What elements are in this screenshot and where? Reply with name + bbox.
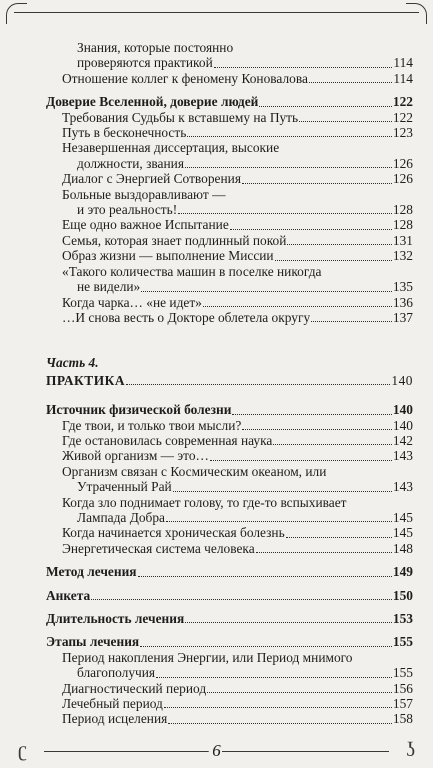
toc-entry[interactable] — [46, 40, 413, 55]
toc-entry[interactable] — [46, 479, 413, 494]
toc-entry[interactable] — [46, 202, 413, 217]
toc-entry-title: Диалог с Энергией Сотворения — [62, 171, 241, 187]
toc-entry-title: Еще одно важное Испытание — [62, 217, 229, 233]
toc-entry-title: Лечебный период — [62, 696, 163, 712]
toc-page-number: 140 — [392, 402, 413, 418]
dot-leader — [178, 212, 392, 214]
toc-page-number: 158 — [392, 711, 413, 727]
dot-leader — [232, 413, 391, 415]
toc-entry[interactable] — [46, 279, 413, 294]
dot-leader — [91, 598, 392, 600]
toc-entry-title: Когда чарка… «не идет» — [62, 294, 202, 310]
toc-entry-title: Период исцеления — [62, 711, 168, 727]
spacer — [46, 86, 413, 94]
toc-page-number: 157 — [392, 696, 413, 712]
dot-leader — [203, 305, 392, 307]
toc-entry[interactable] — [46, 464, 413, 479]
toc-entry-title: Анкета — [46, 587, 91, 603]
dot-leader — [164, 706, 392, 708]
toc-page-number: 122 — [392, 94, 413, 110]
toc-entry[interactable] — [46, 55, 413, 70]
toc-page-number: 123 — [392, 125, 413, 141]
toc-entry-title: не видели» — [77, 279, 141, 295]
toc-page-number: 150 — [392, 587, 413, 603]
toc-entry-title: Лампада Добра — [77, 509, 165, 525]
toc-entry-title: Источник физической болезни — [46, 402, 232, 418]
spacer — [46, 603, 413, 611]
toc-entry-title: благополучия — [77, 665, 156, 681]
toc-entry[interactable] — [46, 140, 413, 155]
toc-page-number: 143 — [392, 479, 413, 495]
toc-entry[interactable] — [46, 495, 413, 510]
toc-page-number: 122 — [392, 109, 413, 125]
table-of-contents — [46, 40, 413, 727]
toc-entry-title: Этапы лечения — [46, 634, 140, 650]
toc-page-number: 145 — [392, 525, 413, 541]
toc-entry[interactable] — [46, 588, 413, 603]
toc-entry-title: Образ жизни — выполнение Миссии — [62, 248, 274, 264]
toc-page-number: 142 — [392, 432, 413, 448]
toc-page-number: 148 — [392, 540, 413, 556]
toc-entry-title: Диагностический период — [62, 680, 207, 696]
toc-entry-title: Больные выздоравливают — — [62, 186, 226, 202]
toc-entry[interactable] — [46, 611, 413, 626]
left-curl-ornament: ʗ — [18, 739, 27, 761]
toc-entry[interactable] — [46, 248, 413, 263]
toc-entry[interactable] — [46, 650, 413, 665]
dot-leader — [287, 243, 392, 245]
dot-leader — [214, 66, 393, 68]
right-curl-ornament: ʖ — [406, 739, 415, 761]
toc-page-number: 140 — [391, 372, 413, 388]
spacer — [46, 556, 413, 564]
toc-page-number: 143 — [392, 448, 413, 464]
toc-entry[interactable] — [46, 295, 413, 310]
toc-entry[interactable] — [46, 541, 413, 556]
dot-leader — [311, 320, 392, 322]
section-spacer — [46, 325, 413, 355]
dot-leader — [187, 135, 392, 137]
toc-entry[interactable] — [46, 187, 413, 202]
footer-rule-right — [222, 751, 389, 752]
toc-page-number: 128 — [392, 217, 413, 233]
toc-page-number: 155 — [392, 634, 413, 650]
dot-leader — [166, 520, 392, 522]
toc-entry[interactable] — [46, 217, 413, 232]
toc-page-number: 126 — [392, 171, 413, 187]
toc-entry[interactable] — [46, 448, 413, 463]
dot-leader — [242, 182, 392, 184]
dot-leader — [242, 428, 392, 430]
dot-leader — [207, 691, 392, 693]
toc-entry[interactable] — [46, 233, 413, 248]
dot-leader — [256, 551, 392, 553]
part-name: ПРАКТИКА — [46, 372, 125, 388]
dot-leader — [210, 459, 392, 461]
toc-entry-title: Где остановилась современная наука — [62, 432, 273, 448]
toc-entry-title: Доверие Вселенной, доверие людей — [46, 94, 259, 110]
toc-entry-title: Утраченный Рай — [77, 479, 172, 495]
toc-entry[interactable] — [46, 525, 413, 540]
footer — [18, 741, 415, 761]
toc-page-number: 137 — [392, 309, 413, 325]
toc-entry-title: Энергетическая система человека — [62, 540, 255, 556]
toc-entry-title: Отношение коллег к феномену Коновалова — [62, 70, 308, 86]
toc-entry[interactable] — [46, 110, 413, 125]
dot-leader — [309, 81, 392, 83]
toc-entry[interactable] — [46, 711, 413, 726]
toc-page-number: 145 — [392, 509, 413, 525]
toc-entry[interactable] — [46, 310, 413, 325]
dot-leader — [168, 722, 392, 724]
spacer — [46, 626, 413, 634]
dot-leader — [299, 120, 392, 122]
toc-entry-title: Когда зло поднимает голову, то где-то вспыхивает — [62, 494, 347, 510]
toc-entry[interactable] — [46, 418, 413, 433]
toc-entry-title: Организм связан с Космическим океаном, или — [62, 463, 327, 479]
toc-entry-title: Длительность лечения — [46, 611, 185, 626]
toc-page-number: 156 — [392, 680, 413, 696]
toc-page-number: 126 — [392, 155, 413, 171]
dot-leader — [273, 443, 392, 445]
dot-leader — [173, 490, 392, 492]
toc-entry-title: …И снова весть о Докторе облетела округу — [62, 309, 311, 325]
toc-entry[interactable] — [46, 171, 413, 186]
dot-leader — [185, 621, 392, 623]
toc-page-number: 136 — [392, 294, 413, 310]
toc-entry-title: «Такого количества машин в поселке никогда — [62, 263, 322, 279]
part-heading: Часть 4. — [46, 355, 99, 371]
toc-page-number: 149 — [392, 564, 413, 580]
toc-entry[interactable] — [46, 696, 413, 711]
toc-entry-title: Метод лечения — [46, 564, 137, 580]
toc-entry[interactable] — [46, 681, 413, 696]
toc-entry-title: Период накопления Энергии, или Период мнимого — [62, 649, 353, 665]
dot-leader — [140, 645, 392, 647]
toc-part-entry[interactable] — [46, 373, 413, 388]
top-left-curl-ornament — [6, 3, 27, 24]
toc-entry-title: должности, звания — [77, 155, 184, 171]
toc-entry[interactable] — [46, 564, 413, 579]
page-number: 6 — [208, 741, 225, 761]
dot-leader — [185, 166, 392, 168]
toc-entry-title: Семья, которая знает подлинный покой — [62, 232, 287, 248]
toc-entry-title: Путь в бесконечность — [62, 125, 187, 141]
toc-entry[interactable] — [46, 94, 413, 109]
footer-rule-left — [44, 751, 211, 752]
toc-page-number: 128 — [392, 202, 413, 218]
spacer — [46, 388, 413, 402]
toc-entry-title: Живой организм — это… — [62, 448, 209, 464]
toc-entry-title: Знания, которые постоянно — [77, 40, 234, 55]
dot-leader — [230, 228, 392, 230]
spacer — [46, 580, 413, 588]
toc-page-number: 132 — [392, 248, 413, 264]
dot-leader — [275, 259, 392, 261]
toc-page-number: 140 — [392, 417, 413, 433]
toc-entry-title: и это реальность! — [77, 202, 178, 218]
toc-page-number: 135 — [392, 279, 413, 295]
toc-entry[interactable] — [46, 71, 413, 86]
dot-leader — [259, 105, 392, 107]
toc-entry[interactable] — [46, 433, 413, 448]
toc-page-number: 153 — [392, 611, 413, 626]
dot-leader — [138, 575, 392, 577]
dot-leader — [156, 676, 392, 678]
toc-page-number: 155 — [392, 665, 413, 681]
toc-entry[interactable] — [46, 125, 413, 140]
toc-entry-title: Где твои, и только твои мысли? — [62, 417, 242, 433]
toc-entry[interactable] — [46, 402, 413, 417]
toc-entry[interactable] — [46, 510, 413, 525]
dot-leader — [141, 290, 392, 292]
toc-entry[interactable] — [46, 665, 413, 680]
toc-entry[interactable] — [46, 264, 413, 279]
toc-entry-title: Когда начинается хроническая болезнь — [62, 525, 285, 541]
toc-page-number: 114 — [393, 55, 413, 71]
toc-page-number: 114 — [393, 70, 413, 86]
toc-entry-title: Незавершенная диссертация, высокие — [62, 140, 280, 156]
dot-leader — [126, 383, 390, 385]
toc-page-number: 131 — [392, 232, 413, 248]
toc-entry[interactable] — [46, 156, 413, 171]
toc-entry-title: проверяются практикой — [77, 55, 213, 71]
toc-entry[interactable] — [46, 634, 413, 649]
toc-entry-title: Требования Судьбы к вставшему на Путь — [62, 109, 299, 125]
top-right-curl-ornament — [406, 3, 427, 24]
top-frame-rule — [14, 12, 419, 37]
dot-leader — [286, 536, 392, 538]
